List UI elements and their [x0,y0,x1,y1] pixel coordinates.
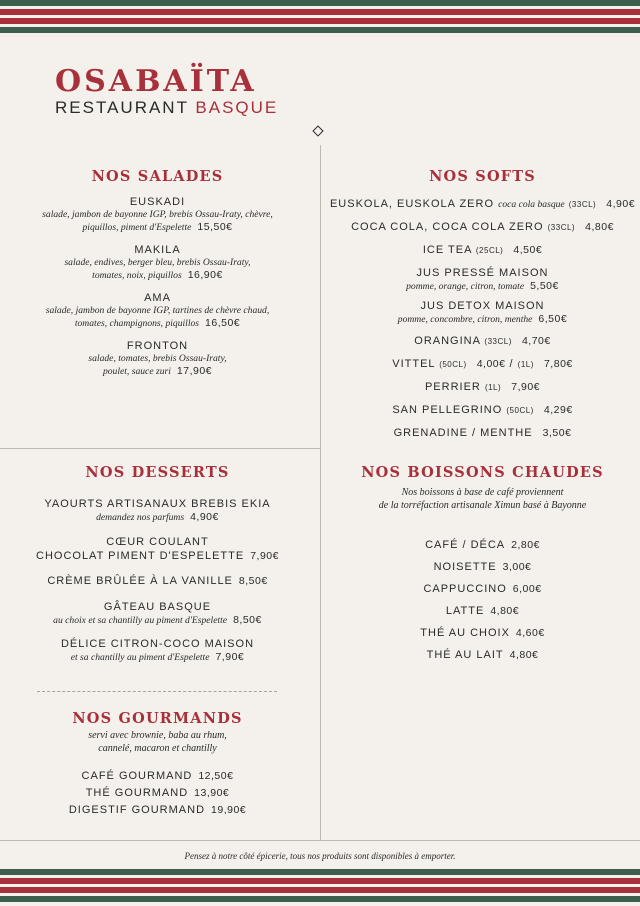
item-name: CRÈME BRÛLÉE À LA VANILLE [47,575,233,587]
footer-note: Pensez à notre côté épicerie, tous nos produits sont disponibles à emporter. [184,851,456,861]
menu-item [20,535,295,563]
item-price: 5,50€ [530,280,559,292]
menu-item [20,574,295,588]
item-name: THÉ AU LAIT [426,649,504,661]
menu-item [20,600,295,627]
menu-item [325,426,640,440]
menu-item [325,604,640,618]
item-desc: pomme, concombre, citron, menthe [397,314,533,325]
section-boissons-chaudes [325,464,640,662]
item-name: PERRIER [424,381,481,393]
item-price: 16,50€ [205,317,241,329]
item-price: 3,00€ [502,561,532,573]
item-desc: tomates, noix, piquillos [92,270,182,281]
item-size: (33CL) [484,337,512,346]
item-price: 4,60€ [515,627,545,639]
item-name: COCA COLA, COCA COLA ZERO [351,221,544,233]
dashed-divider [37,691,277,692]
top-stripe-band [0,0,640,33]
item-size: (25CL) [475,246,504,255]
item-name: YAOURTS ARTISANAUX BREBIS EKIA [44,498,271,510]
menu-item [20,195,295,234]
item-price: 12,50€ [198,770,234,782]
brand-sub-basque: BASQUE [195,98,279,117]
menu-item [325,380,640,395]
item-name: AMA [144,292,171,304]
chaudes-intro: de la torréfaction artisanale Ximun basé à Bayonne [378,500,587,511]
item-price: 4,80€ [585,221,614,233]
item-separator: / [509,358,514,370]
item-price: 4,70€ [521,335,551,347]
menu-item [325,560,640,574]
item-name: DÉLICE CITRON-COCO MAISON [60,638,255,650]
item-price: 17,90€ [176,365,213,377]
gourmands-intro: cannelé, macaron et chantilly [98,743,217,754]
item-price: 3,50€ [542,427,572,439]
item-desc: salade, jambon de bayonne IGP, brebis Ossau-Iraty, chèvre, [42,209,273,220]
chaudes-intro: Nos boissons à base de café proviennent [401,487,564,498]
section-title-softs: NOS SOFTS [429,168,536,185]
item-desc: pomme, orange, citron, tomate [406,281,525,292]
item-price: 19,90€ [211,804,247,816]
section-title-gourmands: NOS GOURMANDS [72,710,243,727]
menu-item [20,243,295,282]
section-desserts [20,464,295,664]
item-name: CHOCOLAT PIMENT D'ESPELETTE [36,550,245,562]
section-softs [325,168,640,440]
item-price: 8,50€ [233,614,262,626]
item-price: 2,80€ [511,539,540,551]
item-name: EUSKOLA, EUSKOLA ZERO [329,198,495,210]
item-desc: poulet, sauce zuri [102,366,171,377]
item-price: 4,90€ [606,198,636,210]
item-desc: tomates, champignons, piquillos [74,318,200,329]
gourmands-intro: servi avec brownie, baba au rhum, [88,730,227,741]
menu-item [325,197,640,212]
item-desc: salade, tomates, brebis Ossau-Iraty, [88,353,227,364]
item-price: 8,50€ [238,575,268,587]
item-name: SAN PELLEGRINO [392,404,503,416]
menu-item [20,497,295,524]
item-size: (50CL) [506,406,534,415]
item-price: 7,90€ [511,381,541,393]
item-size: (1L) [517,360,534,369]
item-desc: et sa chantilly au piment d'Espelette [70,652,210,663]
item-price: 15,50€ [197,221,233,233]
menu-item [325,403,640,418]
item-name: LATTE [445,605,485,617]
section-gourmands [20,710,295,817]
brand-name: OSABAÏTA [55,64,257,99]
brand-sub-restaurant: RESTAURANT [55,98,189,117]
item-price: 6,00€ [512,583,542,595]
item-name: CAFÉ / DÉCA [425,539,506,551]
menu-item [325,220,640,235]
item-name: GÂTEAU BASQUE [103,601,212,613]
menu-item [20,339,295,378]
footer-divider [0,840,640,841]
menu-item [325,334,640,349]
section-title-salades: NOS SALADES [91,168,224,185]
item-name: CAPPUCCINO [423,583,507,595]
column-divider [320,145,321,840]
menu-item [20,769,295,783]
item-name: ICE TEA [422,244,472,256]
section-title-desserts: NOS DESSERTS [85,464,230,481]
item-size: (33CL) [568,200,597,209]
item-name: EUSKADI [129,196,186,208]
item-price: 7,80€ [543,358,573,370]
item-price: 7,90€ [250,550,279,562]
item-name: DIGESTIF GOURMAND [68,804,206,816]
item-desc: au choix et sa chantilly au piment d'Espelette [53,615,228,626]
menu-item [20,786,295,800]
item-name: VITTEL [392,358,436,370]
diamond-ornament-icon [312,125,323,136]
item-name: MAKILA [134,244,181,256]
item-desc: piquillos, piment d'Espelette [82,222,192,233]
item-price: 4,29€ [543,404,573,416]
menu-item [325,648,640,662]
menu-item [325,243,640,258]
menu-item [20,637,295,664]
item-size: (1L) [484,383,502,392]
item-price: 4,80€ [509,649,539,661]
item-desc: demandez nos parfums [96,512,185,523]
section-divider [0,448,320,449]
item-desc: salade, endives, berger bleu, brebis Ossau-Iraty, [64,257,251,268]
item-name: CŒUR COULANT [106,536,209,548]
menu-item [20,291,295,330]
item-name: THÉ GOURMAND [85,787,189,799]
menu-item [325,299,640,326]
menu-item [325,357,640,372]
item-name: JUS DETOX MAISON [420,300,545,312]
item-name: NOISETTE [433,561,497,573]
item-size: (33CL) [547,223,576,232]
item-desc: salade, jambon de bayonne IGP, tartines de chèvre chaud, [45,305,270,316]
item-price: 4,80€ [490,605,520,617]
menu-item [325,582,640,596]
menu-item [325,266,640,293]
item-price: 6,50€ [538,313,568,325]
item-price: 4,00€ [476,358,506,370]
section-title-boissons-chaudes: NOS BOISSONS CHAUDES [361,464,604,481]
bottom-stripe-band [0,869,640,902]
item-name: CAFÉ GOURMAND [81,770,193,782]
section-salades [20,168,295,387]
brand-subtitle [55,98,278,118]
item-name: FRONTON [126,340,189,352]
menu-item [325,626,640,640]
item-price: 13,90€ [194,787,230,799]
item-name: GRENADINE / MENTHE [393,427,533,439]
item-price: 4,90€ [190,511,219,523]
item-name: ORANGINA [414,335,481,347]
item-size: (50CL) [439,360,467,369]
item-price: 16,90€ [187,269,223,281]
menu-item [20,803,295,817]
item-price: 7,90€ [215,651,245,663]
item-name: JUS PRESSÉ MAISON [416,267,549,279]
item-name: THÉ AU CHOIX [420,627,510,639]
brand-logo [55,66,278,118]
menu-item [325,538,640,552]
item-note: coca cola basque [498,199,565,210]
item-price: 4,50€ [513,244,543,256]
